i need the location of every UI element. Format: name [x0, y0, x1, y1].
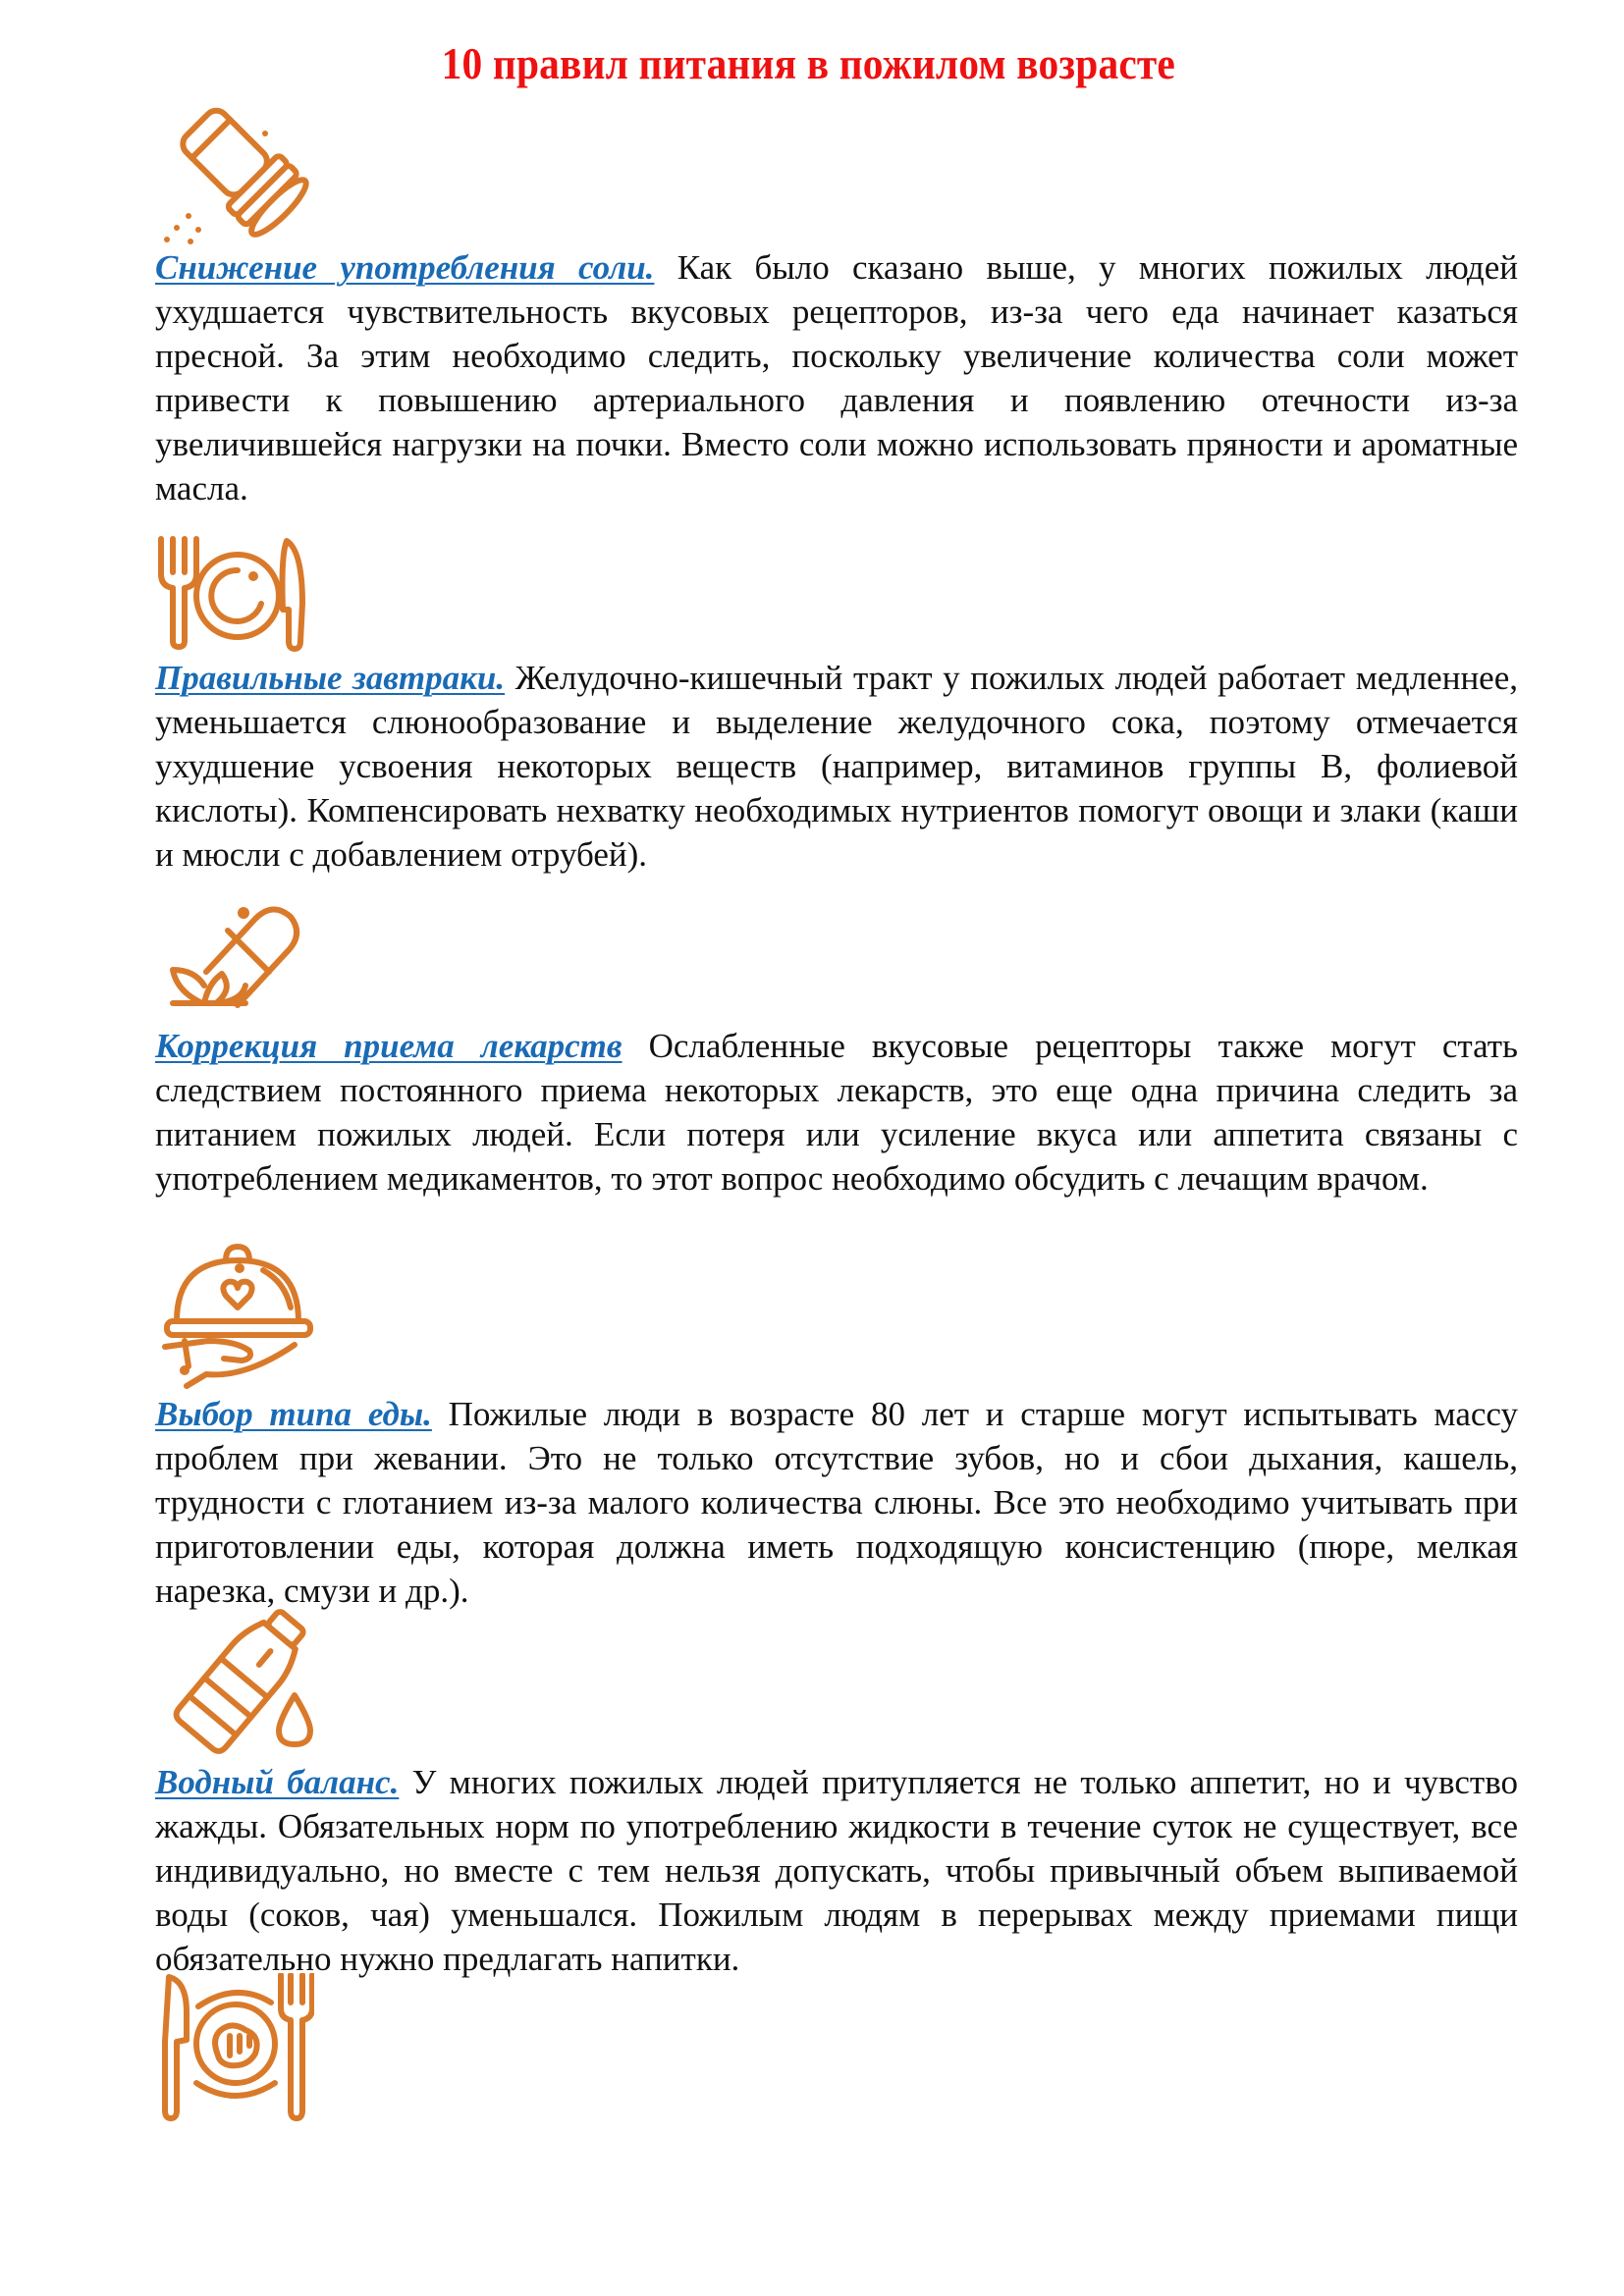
section-heading-link[interactable]: Коррекция приема лекарств	[155, 1027, 623, 1065]
section-body: У многих пожилых людей притупляется не только аппетит, но и чувство жажды. Обязательных норм по употреблению жидкости в течение суток не существует, все индивидуально, но вместе с тем нельзя допускать, чтобы привычный объем выпиваемой воды (соков, чая) уменьшался. Пожилым людям в перерывах между приемами пищи обязательно нужно предлагать напитки.	[155, 1763, 1518, 1978]
section-body: Желудочно-кишечный тракт у пожилых людей работает медленнее, уменьшается слюнообразование и выделение желудочного сока, поэтому отмечается ухудшение усвоения некоторых веществ (например, витаминов группы В, фолиевой кислоты). Компенсировать нехватку необходимых нутриентов помогут овощи и злаки (каши и мюсли с добавлением отрубей).	[155, 659, 1518, 874]
salt-shaker-icon	[147, 98, 314, 255]
section-medicine	[155, 1024, 1518, 1201]
section-food-type	[155, 1392, 1518, 1613]
section-heading-link[interactable]: Снижение употребления соли.	[155, 248, 655, 287]
section-body: Ослабленные вкусовые рецепторы также могут стать следствием постоянного приема некоторых лекарств, это еще одна причина следить за питанием пожилых людей. Если потеря или усиление вкуса или аппетита связаны с употреблением медикаментов, то этот вопрос необходимо обсудить с лечащим врачом.	[155, 1027, 1519, 1198]
section-heading-link[interactable]: Правильные завтраки.	[155, 659, 506, 697]
herbal-capsule-icon	[147, 879, 314, 1036]
section-salt	[155, 245, 1518, 510]
water-bottle-icon	[147, 1605, 314, 1762]
plate-fork-knife-icon	[147, 510, 314, 667]
section-body: Как было сказано выше, у многих пожилых людей ухудшается чувствительность вкусовых рецепторов, из-за чего еда начинает казаться пресной. За этим необходимо следить, поскольку увеличение количества соли может привести к повышению артериального давления и появлению отечности из-за увеличившейся нагрузки на почки. Вместо соли можно использовать пряности и ароматные масла.	[155, 248, 1519, 507]
page-title: 10 правил питания в пожилом возрасте	[441, 38, 1175, 88]
section-heading-link[interactable]: Водный баланс.	[155, 1763, 400, 1801]
meal-plate-icon	[147, 1973, 314, 2130]
section-heading-link[interactable]: Выбор типа еды.	[155, 1395, 432, 1433]
section-water	[155, 1760, 1518, 1981]
serving-cloche-icon	[147, 1239, 314, 1396]
section-breakfast	[155, 656, 1518, 877]
section-body: Пожилые люди в возрасте 80 лет и старше могут испытывать массу проблем при жевании. Это не только отсутствие зубов, но и сбои дыхания, кашель, трудности с глотанием из-за малого количества слюны. Все это необходимо учитывать при приготовлении еды, которая должна иметь подходящую консистенцию (пюре, мелкая нарезка, смузи и др.).	[155, 1395, 1518, 1610]
